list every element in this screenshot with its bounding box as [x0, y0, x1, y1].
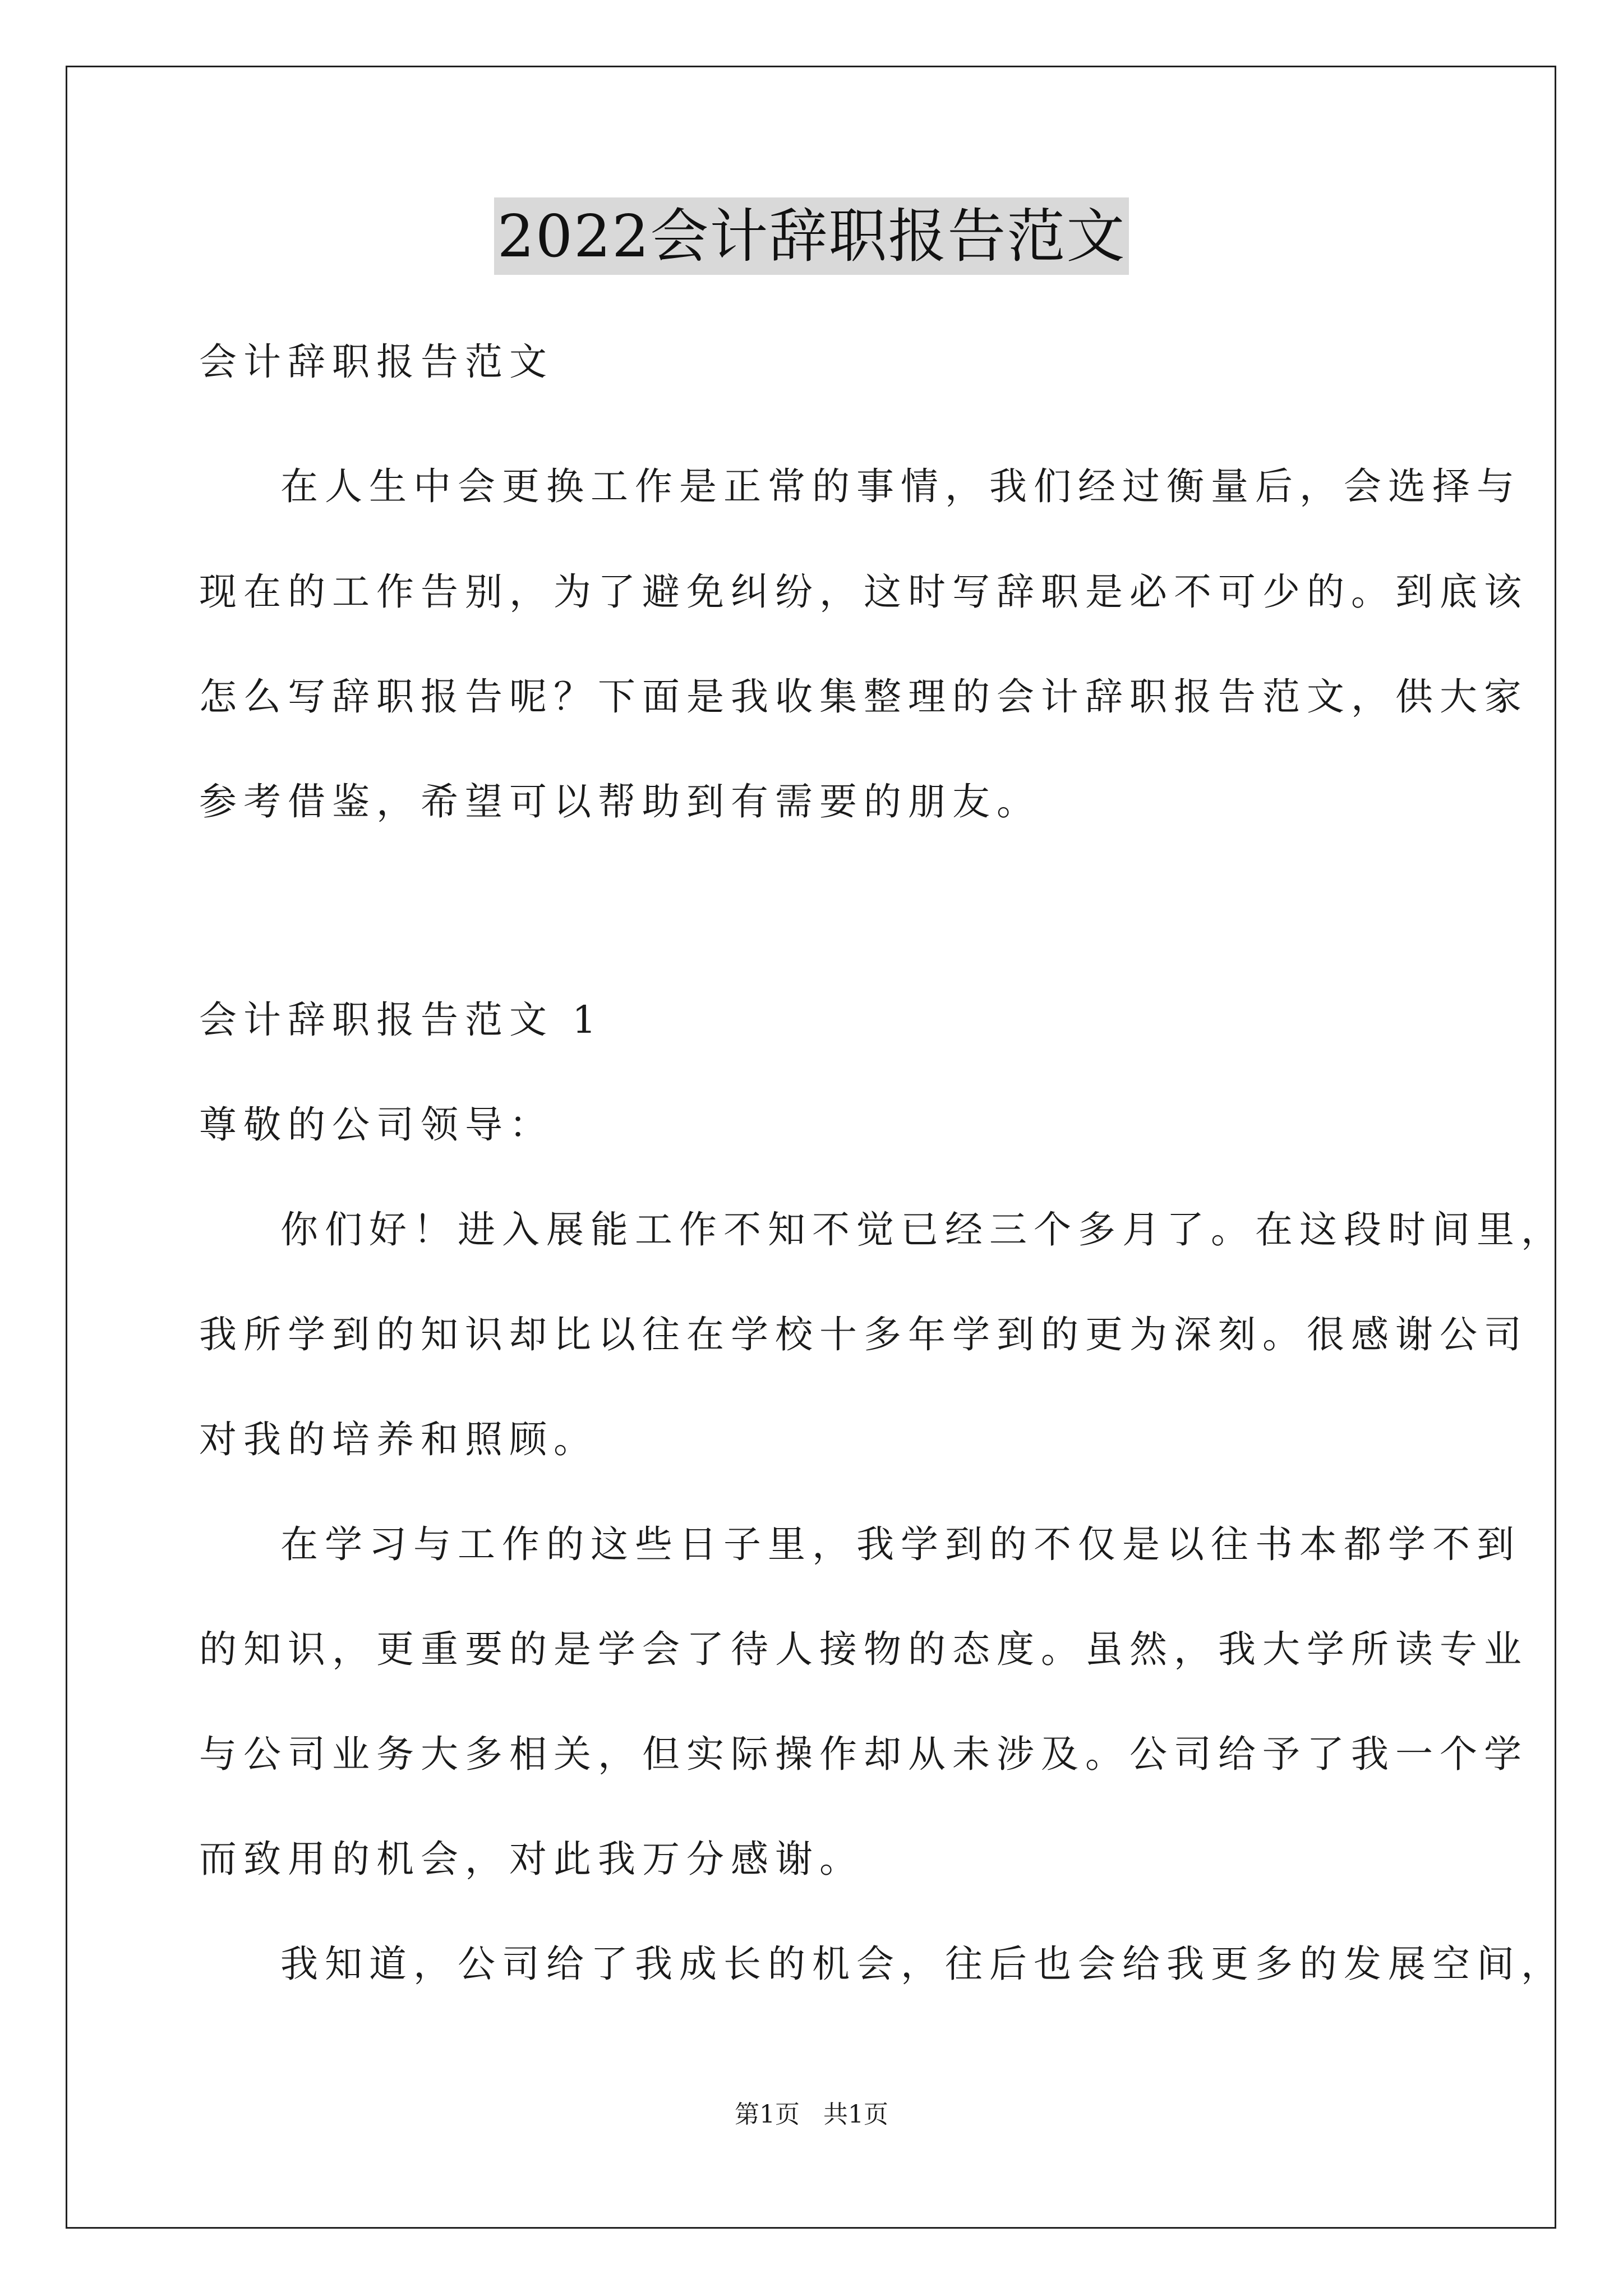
subtitle-line: 会计辞职报告范文 — [199, 340, 554, 384]
document-title: 2022会计辞职报告范文 — [494, 197, 1129, 275]
body-line-8: 我知道，公司给了我成长的机会，往后也会给我更多的发展空间， — [280, 1942, 1565, 1986]
body-line-7: 而致用的机会，对此我万分感谢。 — [199, 1837, 864, 1881]
section-heading: 会计辞职报告范文 1 — [199, 998, 603, 1042]
body-line-3: 对我的培养和照顾。 — [199, 1418, 598, 1461]
body-line-5: 的知识，更重要的是学会了待人接物的态度。虽然，我大学所读专业 — [199, 1627, 1528, 1671]
body-line-1: 你们好！进入展能工作不知不觉已经三个多月了。在这段时间里， — [280, 1208, 1565, 1251]
body-line-6: 与公司业务大多相关，但实际操作却从未涉及。公司给予了我一个学 — [199, 1732, 1528, 1776]
body-line-2: 我所学到的知识却比以往在学校十多年学到的更为深刻。很感谢公司 — [199, 1313, 1528, 1356]
title-container — [0, 197, 1623, 275]
intro-line-4: 参考借鉴，希望可以帮助到有需要的朋友。 — [199, 780, 1041, 823]
intro-line-2: 现在的工作告别，为了避免纠纷，这时写辞职是必不可少的。到底该 — [199, 570, 1528, 614]
intro-line-1: 在人生中会更换工作是正常的事情，我们经过衡量后，会选择与 — [280, 464, 1521, 508]
page-number-footer: 第1页 共1页 — [735, 2100, 888, 2129]
intro-line-3: 怎么写辞职报告呢？下面是我收集整理的会计辞职报告范文，供大家 — [199, 675, 1528, 719]
body-line-4: 在学习与工作的这些日子里，我学到的不仅是以往书本都学不到 — [280, 1522, 1521, 1566]
salutation: 尊敬的公司领导： — [199, 1103, 554, 1147]
